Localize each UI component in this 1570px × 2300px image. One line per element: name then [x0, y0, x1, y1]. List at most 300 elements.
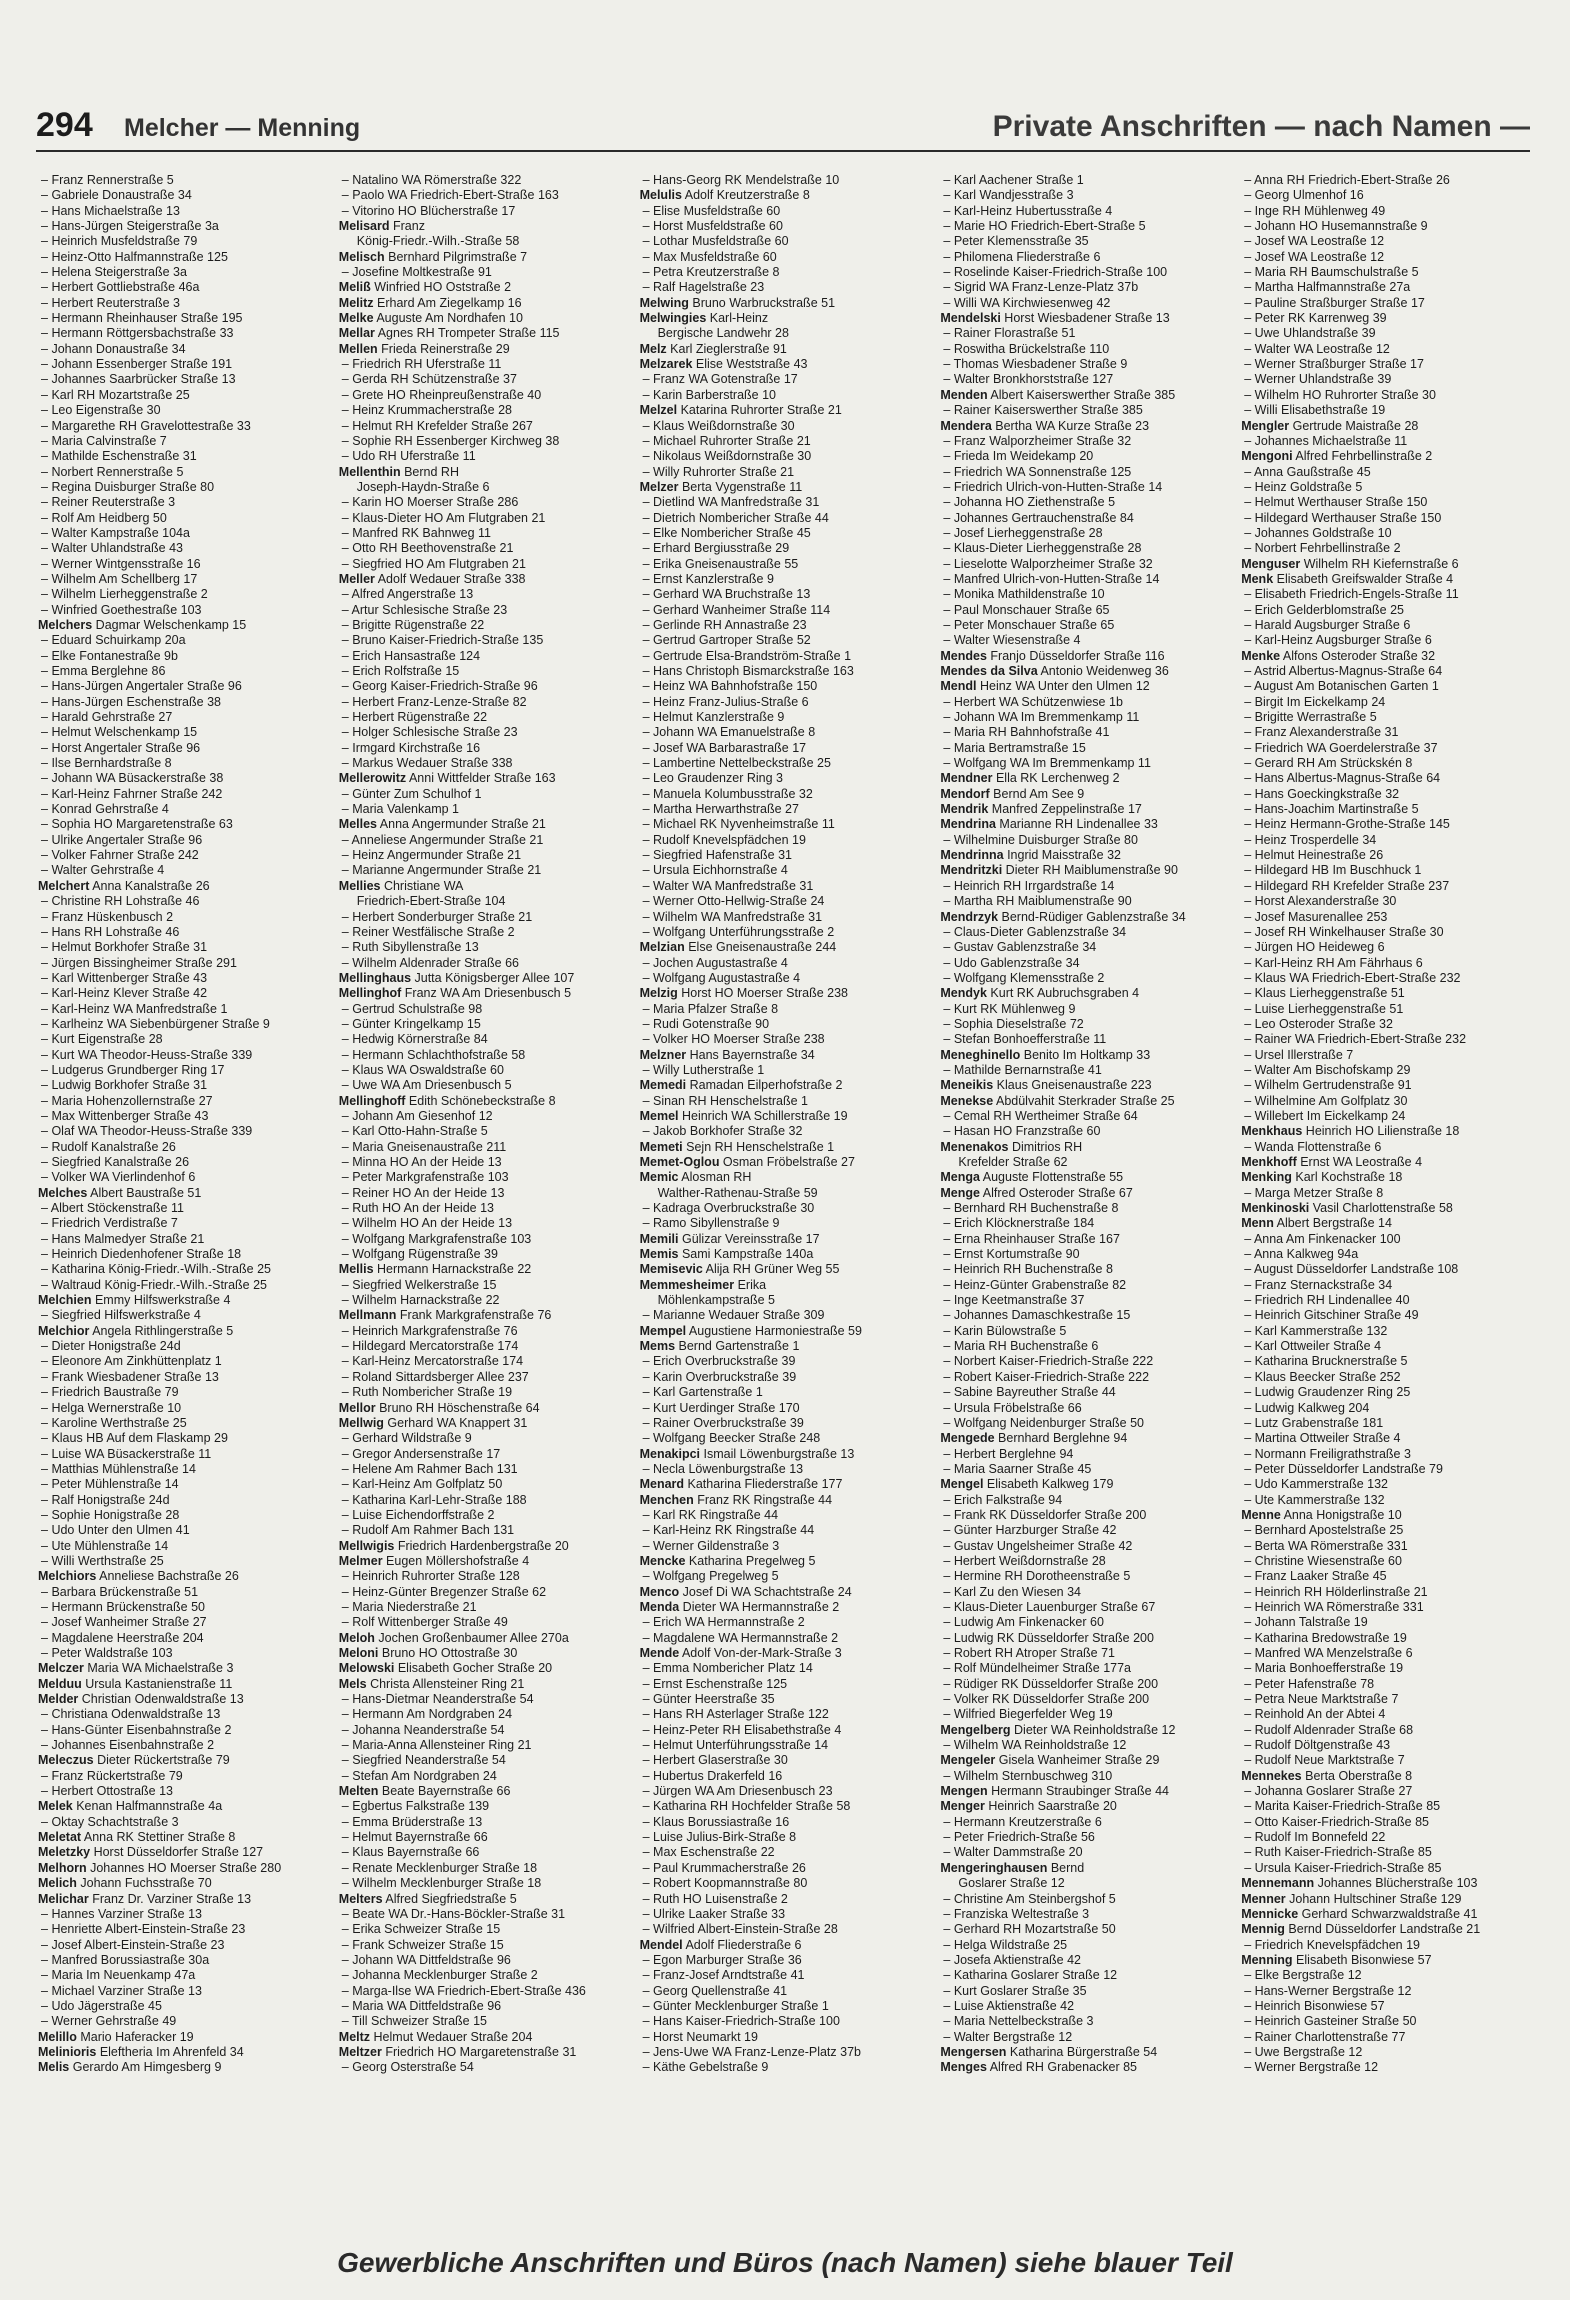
surname: Menga — [940, 1170, 980, 1185]
directory-entry: – Rudi Gotenstraße 90 — [640, 1017, 937, 1032]
surname: Meneikis — [940, 1078, 994, 1093]
directory-entry: – Walter Bronkhorststraße 127 — [940, 372, 1237, 387]
surname: Menk — [1241, 571, 1274, 586]
directory-entry: – Roselinde Kaiser-Friedrich-Straße 100 — [940, 265, 1237, 280]
surname-entry: Meletzky Horst Düsseldorfer Straße 127 — [38, 1845, 264, 1860]
surname-entry: Mengler Gertrude Maistraße 28 — [1241, 418, 1419, 433]
directory-entry: – Wolfgang Rügenstraße 39 — [339, 1247, 636, 1262]
directory-entry: – Heinz Franz-Julius-Straße 6 — [640, 695, 937, 710]
directory-entry: – Heinz Trosperdelle 34 — [1241, 833, 1538, 848]
directory-entry: – Gregor Andersenstraße 17 — [339, 1447, 636, 1462]
surname-entry: Memeti Sejn RH Henschelstraße 1 — [639, 1139, 835, 1154]
directory-entry: – Karl Zu den Wiesen 34 — [940, 1585, 1237, 1600]
surname: Melichar — [38, 1891, 89, 1906]
directory-entry: – Paul Krummacherstraße 26 — [640, 1861, 937, 1876]
directory-entry: – Hedwig Körnerstraße 84 — [339, 1032, 636, 1047]
surname: Mengoni — [1241, 449, 1293, 464]
directory-entry: – Heinz Angermunder Straße 21 — [339, 848, 636, 863]
footer-note: Gewerbliche Anschriften und Büros (nach Namen) siehe blauer Teil — [337, 2247, 1233, 2278]
directory-entry: – Herbert Ottostraße 13 — [38, 1784, 335, 1799]
surname-entry: Memic Alosman RH — [639, 1170, 752, 1185]
page-header — [36, 104, 1530, 152]
directory-entry: – Ludgerus Grundberger Ring 17 — [38, 1063, 335, 1078]
directory-entry: – Heinrich RH Buchenstraße 8 — [940, 1262, 1237, 1277]
surname: Mellinghoff — [338, 1093, 406, 1108]
directory-entry: – Lothar Musfeldstraße 60 — [640, 234, 937, 249]
directory-entry: – Günter Kringelkamp 15 — [339, 1017, 636, 1032]
directory-entry: – Alfred Angerstraße 13 — [339, 587, 636, 602]
directory-entry: – Horst Neumarkt 19 — [640, 2030, 937, 2045]
directory-entry: – Franziska Weltestraße 3 — [940, 1907, 1237, 1922]
directory-entry: – Max Eschenstraße 22 — [640, 1845, 937, 1860]
directory-entry: – Friedrich RH Uferstraße 11 — [339, 357, 636, 372]
directory-entry: – Helmut Heinestraße 26 — [1241, 848, 1538, 863]
surname-entry: Mengede Bernhard Berglehne 94 — [940, 1431, 1128, 1446]
directory-entry: – Wilfried Biegerfelder Weg 19 — [940, 1707, 1237, 1722]
surname-entry: Melisch Bernhard Pilgrimstraße 7 — [338, 249, 528, 264]
directory-entry: – Hans Kaiser-Friedrich-Straße 100 — [640, 2014, 937, 2029]
directory-entry: – Helene Am Rahmer Bach 131 — [339, 1462, 636, 1477]
surname: Mellinghof — [338, 986, 402, 1001]
surname: Memisevic — [639, 1262, 703, 1277]
directory-entry: – Gustav Ungelsheimer Straße 42 — [940, 1539, 1237, 1554]
directory-entry: – Karl-Heinz Hubertusstraße 4 — [940, 204, 1237, 219]
directory-entry: – Natalino WA Römerstraße 322 — [339, 173, 636, 188]
surname-entry: Melchien Emmy Hilfswerkstraße 4 — [38, 1293, 231, 1308]
surname: Melillo — [38, 2029, 77, 2044]
surname: Melten — [338, 1784, 379, 1799]
directory-entry: – Werner Straßburger Straße 17 — [1241, 357, 1538, 372]
surname: Mendes — [940, 648, 987, 663]
directory-entry: – Klaus Weißdornstraße 30 — [640, 419, 937, 434]
directory-entry: – Helmut RH Krefelder Straße 267 — [339, 419, 636, 434]
directory-entry: – Reinhold An der Abtei 4 — [1241, 1707, 1538, 1722]
surname-entry: Mendl Heinz WA Unter den Ulmen 12 — [940, 679, 1150, 694]
directory-entry: – Rüdiger RK Düsseldorfer Straße 200 — [940, 1677, 1237, 1692]
surname-entry: Melchior Angela Rithlingerstraße 5 — [38, 1323, 234, 1338]
surname-entry: Melder Christian Odenwaldstraße 13 — [38, 1692, 244, 1707]
directory-entry: – Dieter Honigstraße 24d — [38, 1339, 335, 1354]
directory-entry: – Josef WA Leostraße 12 — [1241, 250, 1538, 265]
directory-entry: – Herbert Sonderburger Straße 21 — [339, 910, 636, 925]
directory-entry: – Gerlinde RH Annastraße 23 — [640, 618, 937, 633]
surname-entry: Menning Elisabeth Bisonwiese 57 — [1241, 1952, 1432, 1967]
directory-entry: – Hans Albertus-Magnus-Straße 64 — [1241, 771, 1538, 786]
directory-entry: – Wilhelm WA Reinholdstraße 12 — [940, 1738, 1237, 1753]
surname-entry: Mendritzki Dieter RH Maiblumenstraße 90 — [940, 863, 1178, 878]
directory-entry: – Maria Valenkamp 1 — [339, 802, 636, 817]
surname-entry: Mennekes Berta Oberstraße 8 — [1241, 1768, 1413, 1783]
directory-entry: – Hermann Rheinhauser Straße 195 — [38, 311, 335, 326]
directory-entry: – Birgit Im Eickelkamp 24 — [1241, 695, 1538, 710]
surname-entry: Melles Anna Angermunder Straße 21 — [338, 817, 546, 832]
directory-entry: – Hans Christoph Bismarckstraße 163 — [640, 664, 937, 679]
surname-entry: Mellwig Gerhard WA Knappert 31 — [338, 1415, 528, 1430]
surname-entry: Menge Alfred Osteroder Straße 67 — [940, 1185, 1133, 1200]
surname: Menning — [1241, 1952, 1293, 1967]
surname-entry: Menne Anna Honigstraße 10 — [1241, 1507, 1402, 1522]
surname-entry: Mencke Katharina Pregelweg 5 — [639, 1553, 816, 1568]
directory-entry: – Leo Eigenstraße 30 — [38, 403, 335, 418]
surname: Meneghinello — [940, 1047, 1021, 1062]
directory-entry: – Gerhard WA Bruchstraße 13 — [640, 587, 937, 602]
directory-entry: – Anna Kalkweg 94a — [1241, 1247, 1538, 1262]
surname-entry: Mendner Ella RK Lerchenweg 2 — [940, 771, 1120, 786]
directory-entry: – Cemal RH Wertheimer Straße 64 — [940, 1109, 1237, 1124]
directory-entry: – Friedrich Baustraße 79 — [38, 1385, 335, 1400]
surname: Menguser — [1241, 556, 1301, 571]
surname: Mellenthin — [338, 464, 401, 479]
directory-entry: – Erika Schweizer Straße 15 — [339, 1922, 636, 1937]
directory-entry: – Peter Waldstraße 103 — [38, 1646, 335, 1661]
directory-entry: – Georg Ulmenhof 16 — [1241, 188, 1538, 203]
directory-entry: – Peter Mühlenstraße 14 — [38, 1477, 335, 1492]
surname-entry: Menke Alfons Osteroder Straße 32 — [1241, 648, 1436, 663]
directory-entry: – Gerhard Wildstraße 9 — [339, 1431, 636, 1446]
directory-entry: – Anneliese Angermunder Straße 21 — [339, 833, 636, 848]
directory-entry: – Luise Eichendorffstraße 2 — [339, 1508, 636, 1523]
directory-entry: – Siegfried Welkerstraße 15 — [339, 1278, 636, 1293]
directory-entry: – Karl Aachener Straße 1 — [940, 173, 1237, 188]
surname-entry: Meliß Winfried HO Oststraße 2 — [338, 280, 512, 295]
directory-entry: – Brigitte Werrastraße 5 — [1241, 710, 1538, 725]
directory-entry: – Grete HO Rheinpreußenstraße 40 — [339, 388, 636, 403]
surname: Melchior — [38, 1323, 90, 1338]
surname: Menger — [940, 1799, 985, 1814]
directory-entry: – Norbert Fehrbellinstraße 2 — [1241, 541, 1538, 556]
directory-entry: – Gertrud Schulstraße 98 — [339, 1002, 636, 1017]
surname-entry: Melisard Franz — [338, 219, 425, 234]
directory-entry: – Ulrike Angertaler Straße 96 — [38, 833, 335, 848]
surname: Memet-Oglou — [639, 1155, 720, 1169]
directory-entry: – Ulrike Laaker Straße 33 — [640, 1907, 937, 1922]
surname: Melisch — [338, 249, 385, 264]
surname: Menges — [940, 2060, 987, 2075]
directory-entry: – Robert Kaiser-Friedrich-Straße 222 — [940, 1370, 1237, 1385]
surname: Mennicke — [1241, 1906, 1299, 1921]
directory-entry: – Siegfried Hilfswerkstraße 4 — [38, 1308, 335, 1323]
directory-entry: – Heinrich Ruhrorter Straße 128 — [339, 1569, 636, 1584]
surname-entry: Melters Alfred Siegfriedstraße 5 — [338, 1891, 517, 1906]
directory-entry: – Franz Walporzheimer Straße 32 — [940, 434, 1237, 449]
surname: Mencke — [639, 1553, 686, 1568]
surname: Melzer — [639, 479, 679, 494]
directory-entry: – Ursel Illerstraße 7 — [1241, 1048, 1538, 1063]
directory-entry: – Johann Donaustraße 34 — [38, 342, 335, 357]
directory-entry: – Heinrich Gasteiner Straße 50 — [1241, 2014, 1538, 2029]
directory-entry: – Kurt Uerdinger Straße 170 — [640, 1401, 937, 1416]
surname: Mellis — [338, 1262, 374, 1277]
directory-entry: – Wilhelm Gertrudenstraße 91 — [1241, 1078, 1538, 1093]
directory-entry: – Jochen Augustastraße 4 — [640, 956, 937, 971]
directory-entry: – Wolfgang Neidenburger Straße 50 — [940, 1416, 1237, 1431]
directory-entry: – Petra Neue Marktstraße 7 — [1241, 1692, 1538, 1707]
directory-entry: – Erika Gneisenaustraße 55 — [640, 557, 937, 572]
directory-entry: – Klaus HB Auf dem Flaskamp 29 — [38, 1431, 335, 1446]
surname-entry: Mellinghaus Jutta Königsberger Allee 107 — [338, 970, 575, 985]
directory-entry: – Martha Herwarthstraße 27 — [640, 802, 937, 817]
surname: Memedi — [639, 1078, 687, 1093]
directory-entry: – Ruth HO Luisenstraße 2 — [640, 1892, 937, 1907]
directory-entry: – Wolfgang Unterführungsstraße 2 — [640, 925, 937, 940]
directory-entry: – Kurt Eigenstraße 28 — [38, 1032, 335, 1047]
directory-entry: – Egbertus Falkstraße 139 — [339, 1799, 636, 1814]
directory-entry: – Walter Wiesenstraße 4 — [940, 633, 1237, 648]
directory-entry: – Heinrich Markgrafenstraße 76 — [339, 1324, 636, 1339]
directory-entry: – Wilhelm Lierheggenstraße 2 — [38, 587, 335, 602]
directory-entry: – Hermann Brückenstraße 50 — [38, 1600, 335, 1615]
directory-entry: – Werner Uhlandstraße 39 — [1241, 372, 1538, 387]
directory-entry: – Josef Lierheggenstraße 28 — [940, 526, 1237, 541]
directory-entry: – Jürgen WA Am Driesenbusch 23 — [640, 1784, 937, 1799]
directory-entry: – Rudolf Im Bonnefeld 22 — [1241, 1830, 1538, 1845]
surname-entry: Melchert Anna Kanalstraße 26 — [38, 878, 210, 893]
directory-entry: – Wilhelm WA Manfredstraße 31 — [640, 910, 937, 925]
directory-entry: – Manfred Ulrich-von-Hutten-Straße 14 — [940, 572, 1237, 587]
directory-entry: – Uwe Bergstraße 12 — [1241, 2045, 1538, 2060]
directory-entry: – Maria RH Buchenstraße 6 — [940, 1339, 1237, 1354]
surname-entry: Menkhoff Ernst WA Leostraße 4 — [1241, 1155, 1423, 1169]
directory-entry: – Georg Quellenstraße 41 — [640, 1984, 937, 1999]
surname-entry: Mengeler Gisela Wanheimer Straße 29 — [940, 1753, 1160, 1768]
directory-entry: – Hans-Dietmar Neanderstraße 54 — [339, 1692, 636, 1707]
directory-entry: – Georg Kaiser-Friedrich-Straße 96 — [339, 679, 636, 694]
directory-entry: – Johann Essenberger Straße 191 — [38, 357, 335, 372]
directory-entry: Joseph-Haydn-Straße 6 — [356, 479, 490, 494]
directory-entry: – Katharina Bredowstraße 19 — [1241, 1631, 1538, 1646]
directory-entry: – Friedrich RH Lindenallee 40 — [1241, 1293, 1538, 1308]
directory-entry: – Heinz-Peter RH Elisabethstraße 4 — [640, 1723, 937, 1738]
directory-entry: – Sophia Dieselstraße 72 — [940, 1017, 1237, 1032]
directory-entry: – Uwe WA Am Driesenbusch 5 — [339, 1078, 636, 1093]
surname: Melzel — [639, 403, 678, 418]
surname: Meloni — [338, 1646, 379, 1660]
directory-entry: – Klaus Beecker Straße 252 — [1241, 1370, 1538, 1385]
directory-entry: – Brigitte Rügenstraße 22 — [339, 618, 636, 633]
surname-entry: Meleczus Dieter Rückertstraße 79 — [38, 1753, 230, 1768]
directory-entry: – Beate WA Dr.-Hans-Böckler-Straße 31 — [339, 1907, 636, 1922]
directory-entry: – Mathilde Bernarnstraße 41 — [940, 1063, 1237, 1078]
directory-entry: – Mathilde Eschenstraße 31 — [38, 449, 335, 464]
directory-entry: – Erich Gelderblomstraße 25 — [1241, 603, 1538, 618]
directory-entry: – Herbert Reuterstraße 3 — [38, 296, 335, 311]
surname: Mengeler — [940, 1753, 996, 1768]
directory-entry: – Otto RH Beethovenstraße 21 — [339, 541, 636, 556]
directory-entry: – Sophia HO Margaretenstraße 63 — [38, 817, 335, 832]
directory-entry: – Peter Monschauer Straße 65 — [940, 618, 1237, 633]
directory-entry: – Leo Graudenzer Ring 3 — [640, 771, 937, 786]
directory-entry: – Udo Gablenzstraße 34 — [940, 956, 1237, 971]
directory-entry: – Klaus WA Friedrich-Ebert-Straße 232 — [1241, 971, 1538, 986]
directory-entry: – Franz Rennerstraße 5 — [38, 173, 335, 188]
directory-entry: – Albert Stöckenstraße 11 — [38, 1201, 335, 1216]
surname: Mendrinna — [940, 848, 1004, 863]
surname: Melczer — [38, 1661, 84, 1676]
directory-entry: – Erhard Bergiusstraße 29 — [640, 541, 937, 556]
surname-entry: Melz Karl Zieglerstraße 91 — [639, 341, 787, 356]
surname: Mengede — [940, 1431, 995, 1446]
directory-entry: – Wilhelmine Am Golfplatz 30 — [1241, 1094, 1538, 1109]
directory-entry: – Ute Mühlenstraße 14 — [38, 1539, 335, 1554]
directory-entry: – Karin Overbruckstraße 39 — [640, 1370, 937, 1385]
directory-entry: – Karl-Heinz Am Golfplatz 50 — [339, 1477, 636, 1492]
surname: Mendrina — [940, 817, 996, 832]
directory-entry: – Willebert Im Eickelkamp 24 — [1241, 1109, 1538, 1124]
directory-entry: – Rolf Am Heidberg 50 — [38, 511, 335, 526]
directory-entry: – Gerda RH Schützenstraße 37 — [339, 372, 636, 387]
directory-entry: – Werner Bergstraße 12 — [1241, 2060, 1538, 2075]
surname: Melder — [38, 1692, 79, 1707]
surname: Mellwigis — [338, 1538, 395, 1553]
directory-entry: – Hermann Am Nordgraben 24 — [339, 1707, 636, 1722]
directory-entry: – Hildegard HB Im Buschhuck 1 — [1241, 863, 1538, 878]
surname: Mellinghaus — [338, 970, 412, 985]
directory-entry: – Hermann Kreutzerstraße 6 — [940, 1815, 1237, 1830]
directory-entry: – Nikolaus Weißdornstraße 30 — [640, 449, 937, 464]
surname-entry: Mellies Christiane WA — [338, 878, 464, 893]
surname: Meloh — [338, 1630, 375, 1645]
directory-entry: – Franz Alexanderstraße 31 — [1241, 725, 1538, 740]
surname: Melters — [338, 1891, 383, 1906]
directory-entry: – Minna HO An der Heide 13 — [339, 1155, 636, 1170]
surname-entry: Meltz Helmut Wedauer Straße 204 — [338, 2029, 533, 2044]
surname-entry: Menco Josef Di WA Schachtstraße 24 — [639, 1584, 852, 1599]
directory-entry: – Klaus WA Oswaldstraße 60 — [339, 1063, 636, 1078]
directory-entry: – Heinz Hermann-Grothe-Straße 145 — [1241, 817, 1538, 832]
directory-entry: – Erich Falkstraße 94 — [940, 1493, 1237, 1508]
directory-entry: – Wolfgang Pregelweg 5 — [640, 1569, 937, 1584]
surname-entry: Mengeringhausen Bernd — [940, 1860, 1085, 1875]
directory-entry: – Willy Lutherstraße 1 — [640, 1063, 937, 1078]
directory-entry: – Volker WA Vierlindenhof 6 — [38, 1170, 335, 1185]
surname: Melzian — [639, 940, 685, 955]
directory-column-3 — [640, 173, 937, 2213]
directory-entry: – Anna RH Friedrich-Ebert-Straße 26 — [1241, 173, 1538, 188]
directory-entry: – Rudolf Döltgenstraße 43 — [1241, 1738, 1538, 1753]
directory-entry: – Siegfried Neanderstraße 54 — [339, 1753, 636, 1768]
surname-entry: Mellenthin Bernd RH — [338, 464, 459, 479]
directory-entry: – Walter WA Manfredstraße 31 — [640, 879, 937, 894]
surname-entry: Mengel Elisabeth Kalkweg 179 — [940, 1477, 1114, 1492]
directory-entry: – Werner Otto-Hellwig-Straße 24 — [640, 894, 937, 909]
surname-entry: Mels Christa Allensteiner Ring 21 — [338, 1676, 525, 1691]
directory-entry: – Lieselotte Walporzheimer Straße 32 — [940, 557, 1237, 572]
directory-entry: – Rainer Overbruckstraße 39 — [640, 1416, 937, 1431]
surname-entry: Meloni Bruno HO Ottostraße 30 — [338, 1646, 518, 1660]
directory-entry: – Willi Elisabethstraße 19 — [1241, 403, 1538, 418]
directory-entry: – Norbert Kaiser-Friedrich-Straße 222 — [940, 1354, 1237, 1369]
directory-entry: – Ilse Bernhardstraße 8 — [38, 756, 335, 771]
directory-entry: – Reiner Reuterstraße 3 — [38, 495, 335, 510]
surname: Melzner — [639, 1047, 687, 1062]
surname: Mellmann — [338, 1308, 397, 1323]
surname: Menenakos — [940, 1139, 1009, 1154]
directory-entry: – Marianne Angermunder Straße 21 — [339, 863, 636, 878]
surname: Mendelski — [940, 311, 1001, 326]
surname: Memeti — [639, 1139, 683, 1154]
directory-entry: – Rainer Kaiserswerther Straße 385 — [940, 403, 1237, 418]
directory-entry: – Kurt RK Mühlenweg 9 — [940, 1002, 1237, 1017]
surname: Melowski — [338, 1661, 395, 1676]
directory-entry: – Ludwig Borkhofer Straße 31 — [38, 1078, 335, 1093]
directory-entry: – Christiana Odenwaldstraße 13 — [38, 1707, 335, 1722]
surname-entry: Melches Albert Baustraße 51 — [38, 1185, 202, 1200]
directory-entry: – Marie HO Friedrich-Ebert-Straße 5 — [940, 219, 1237, 234]
directory-entry: – Karl Wandjesstraße 3 — [940, 188, 1237, 203]
directory-entry: – Peter Klemensstraße 35 — [940, 234, 1237, 249]
directory-entry: – Johann WA Büsackerstraße 38 — [38, 771, 335, 786]
surname: Mellies — [338, 878, 381, 893]
surname: Mendel — [639, 1937, 683, 1952]
directory-entry: – Elke Fontanestraße 9b — [38, 649, 335, 664]
directory-entry: – Helmut Kanzlerstraße 9 — [640, 710, 937, 725]
surname: Melles — [338, 817, 378, 832]
directory-entry: – Henriette Albert-Einstein-Straße 23 — [38, 1922, 335, 1937]
directory-entry: – Peter Düsseldorfer Landstraße 79 — [1241, 1462, 1538, 1477]
directory-entry: – Maria Bonhoefferstraße 19 — [1241, 1661, 1538, 1676]
surname: Mennig — [1241, 1922, 1285, 1937]
directory-entry: – Wolfgang Klemensstraße 2 — [940, 971, 1237, 986]
directory-entry: – Maria Nettelbeckstraße 3 — [940, 2014, 1237, 2029]
surname-entry: Memet-Oglou Osman Fröbelstraße 27 — [639, 1155, 855, 1169]
directory-entry: – Johann WA Im Bremmenkamp 11 — [940, 710, 1237, 725]
directory-entry: – Kurt Goslarer Straße 35 — [940, 1984, 1237, 1999]
directory-entry: – Georg Osterstraße 54 — [339, 2060, 636, 2075]
directory-entry: – Hans-Jürgen Angertaler Straße 96 — [38, 679, 335, 694]
directory-entry: König-Friedr.-Wilh.-Straße 58 — [356, 234, 520, 249]
directory-entry: – Magdalene WA Hermannstraße 2 — [640, 1631, 937, 1646]
directory-entry: – Harald Augsburger Straße 6 — [1241, 618, 1538, 633]
directory-entry: – Wilhelm HO Ruhrorter Straße 30 — [1241, 388, 1538, 403]
directory-entry: – Karin HO Moerser Straße 286 — [339, 495, 636, 510]
directory-entry: Goslarer Straße 12 — [958, 1876, 1065, 1891]
directory-entry: – Udo Kammerstraße 132 — [1241, 1477, 1538, 1492]
surname-entry: Menk Elisabeth Greifswalder Straße 4 — [1241, 571, 1454, 586]
directory-entry: – Karl-Heinz Fahrner Straße 242 — [38, 787, 335, 802]
directory-entry: – Ralf Honigstraße 24d — [38, 1493, 335, 1508]
surname: Mellerowitz — [338, 771, 407, 786]
surname: Melek — [38, 1799, 73, 1814]
directory-entry: – Martha Halfmannstraße 27a — [1241, 280, 1538, 295]
directory-entry: – Otto Kaiser-Friedrich-Straße 85 — [1241, 1815, 1538, 1830]
surname: Memis — [639, 1247, 679, 1262]
directory-entry: – Udo Jägerstraße 45 — [38, 1999, 335, 2014]
directory-entry: – August Am Botanischen Garten 1 — [1241, 679, 1538, 694]
surname-entry: Melulis Adolf Kreutzerstraße 8 — [639, 188, 810, 203]
surname-entry: Menkinoski Vasil Charlottenstraße 58 — [1241, 1201, 1453, 1216]
directory-entry: – Sophie RH Essenberger Kirchweg 38 — [339, 434, 636, 449]
directory-entry: – Friedrich WA Goerdelerstraße 37 — [1241, 741, 1538, 756]
directory-entry: – Walter Dammstraße 20 — [940, 1845, 1237, 1860]
surname: Mendera — [940, 418, 992, 433]
directory-entry: – Heinz-Günter Grabenstraße 82 — [940, 1278, 1237, 1293]
surname-entry: Melinioris Eleftheria Im Ahrenfeld 34 — [38, 2044, 244, 2059]
directory-entry: – Johannes Gertrauchenstraße 84 — [940, 511, 1237, 526]
directory-entry: – Robert Koopmannstraße 80 — [640, 1876, 937, 1891]
surname-entry: Melowski Elisabeth Gocher Straße 20 — [338, 1661, 553, 1676]
directory-entry: – Winfried Goethestraße 103 — [38, 603, 335, 618]
directory-entry: – Christine Wiesenstraße 60 — [1241, 1554, 1538, 1569]
directory-entry: – Stefan Bonhoefferstraße 11 — [940, 1032, 1237, 1047]
directory-entry: – Johanna Mecklenburger Straße 2 — [339, 1968, 636, 1983]
surname-entry: Menenakos Dimitrios RH — [940, 1139, 1083, 1154]
directory-entry: – Lambertine Nettelbeckstraße 25 — [640, 756, 937, 771]
directory-entry: – Johannes Eisenbahnstraße 2 — [38, 1738, 335, 1753]
directory-entry: Bergische Landwehr 28 — [657, 326, 789, 341]
directory-entry: – Eduard Schuirkamp 20a — [38, 633, 335, 648]
directory-entry: – Josef Albert-Einstein-Straße 23 — [38, 1938, 335, 1953]
directory-entry: – Manfred Borussiastraße 30a — [38, 1953, 335, 1968]
